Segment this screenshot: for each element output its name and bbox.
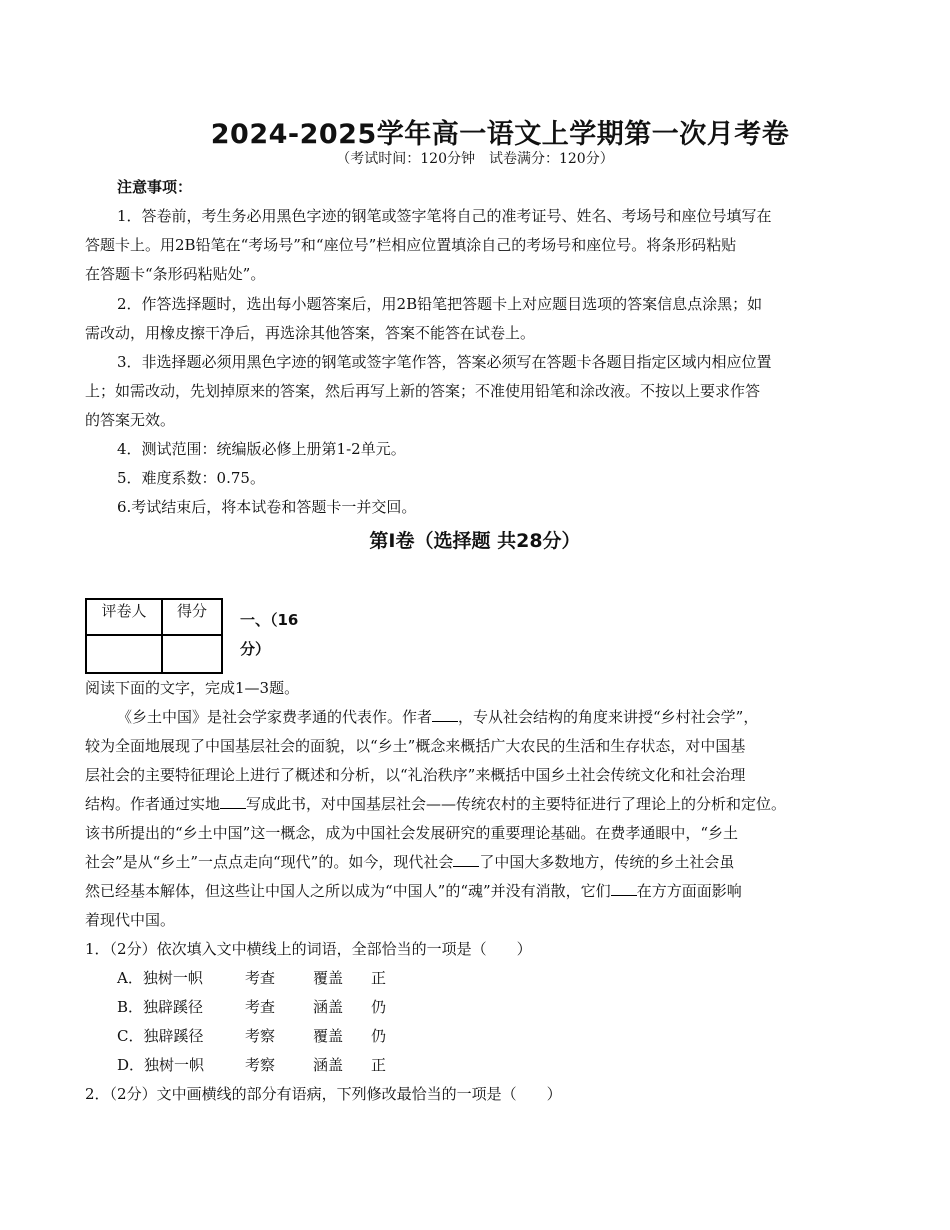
notice-line: 需改动，用橡皮擦干净后，再选涂其他答案，答案不能答在试卷上。 [85, 324, 536, 342]
passage-line: 《乡土中国》是社会学家费孝通的代表作。作者 ，专从社会结构的角度来讲授“乡村社会学”， [117, 708, 759, 726]
option-a: A．独树一帜 考查 覆盖 正 [117, 969, 387, 987]
passage-line: 着现代中国。 [85, 911, 176, 929]
part-one-label: 分） [240, 640, 271, 658]
notice-heading: 注意事项： [117, 178, 193, 196]
option-d: D．独树一帜 考察 涵盖 正 [117, 1056, 387, 1074]
passage-line: 层社会的主要特征理论上进行了概述和分析，以“礼治秩序”来概括中国乡土社会传统文化和社会治理 [85, 766, 746, 784]
score-cell [162, 635, 222, 673]
option-c: C．独辟蹊径 考察 覆盖 仍 [117, 1027, 387, 1045]
document-subtitle: （考试时间：120分钟 试卷满分：120分） [336, 151, 614, 167]
score-table [85, 598, 223, 674]
notice-line: 在答题卡“条形码粘贴处”。 [85, 265, 266, 283]
notice-line: 6.考试结束后，将本试卷和答题卡一并交回。 [117, 498, 417, 516]
passage-line: 结构。作者通过实地 写成此书，对中国基层社会——传统农村的主要特征进行了理论上的分析和定位。 [85, 795, 787, 813]
notice-line: 上；如需改动，先划掉原来的答案，然后再写上新的答案；不准使用铅笔和涂改液。不按以上要求作答 [85, 382, 761, 400]
question-2: 2．（2分）文中画横线的部分有语病，下列修改最恰当的一项是（ ） [85, 1085, 562, 1103]
passage-line: 较为全面地展现了中国基层社会的面貌，以“乡土”概念来概括广大农民的生活和生存状态，对中国基 [85, 737, 746, 755]
part-one-label: 一、（16 [240, 611, 299, 629]
notice-line: 4．测试范围：统编版必修上册第1-2单元。 [117, 440, 406, 458]
notice-line: 3．非选择题必须用黑色字迹的钢笔或签字笔作答，答案必须写在答题卡各题目指定区域内相应位置 [117, 353, 772, 371]
passage-line: 然已经基本解体，但这些让中国人之所以成为“中国人”的“魂”并没有消散，它们 在方方面面影响 [85, 882, 742, 900]
option-b: B．独辟蹊径 考查 涵盖 仍 [117, 998, 387, 1016]
answer-blank [611, 881, 637, 896]
passage-line: 社会”是从“乡土”一点点走向“现代”的。如今，现代社会 了中国大多数地方，传统的乡土社会虽 [85, 853, 735, 871]
grader-cell [86, 635, 162, 673]
question-1: 1．（2分）依次填入文中横线上的词语，全部恰当的一项是（ ） [85, 940, 532, 958]
score-label: 得分 [162, 599, 222, 635]
section-title: 第Ⅰ卷（选择题 共28分） [369, 530, 581, 552]
notice-line: 答题卡上。用2B铅笔在“考场号”和“座位号”栏相应位置填涂自己的考场号和座位号。将条形码粘贴 [85, 236, 737, 254]
reading-instruction: 阅读下面的文字，完成1—3题。 [85, 679, 300, 697]
grader-label: 评卷人 [86, 599, 162, 635]
passage-line: 该书所提出的“乡土中国”这一概念，成为中国社会发展研究的重要理论基础。在费孝通眼中，“乡土 [85, 824, 739, 842]
answer-blank [453, 852, 479, 867]
answer-blank [432, 707, 458, 722]
notice-line: 1．答卷前，考生务必用黑色字迹的钢笔或签字笔将自己的准考证号、姓名、考场号和座位号填写在 [117, 207, 772, 225]
document-title: 2024-2025学年高一语文上学期第一次月考卷 [210, 119, 790, 150]
answer-blank [220, 794, 246, 809]
notice-line: 2．作答选择题时，选出每小题答案后，用2B铅笔把答题卡上对应题目选项的答案信息点涂黑；如 [117, 295, 763, 313]
notice-line: 5．难度系数：0.75。 [117, 469, 265, 487]
notice-line: 的答案无效。 [85, 411, 176, 429]
